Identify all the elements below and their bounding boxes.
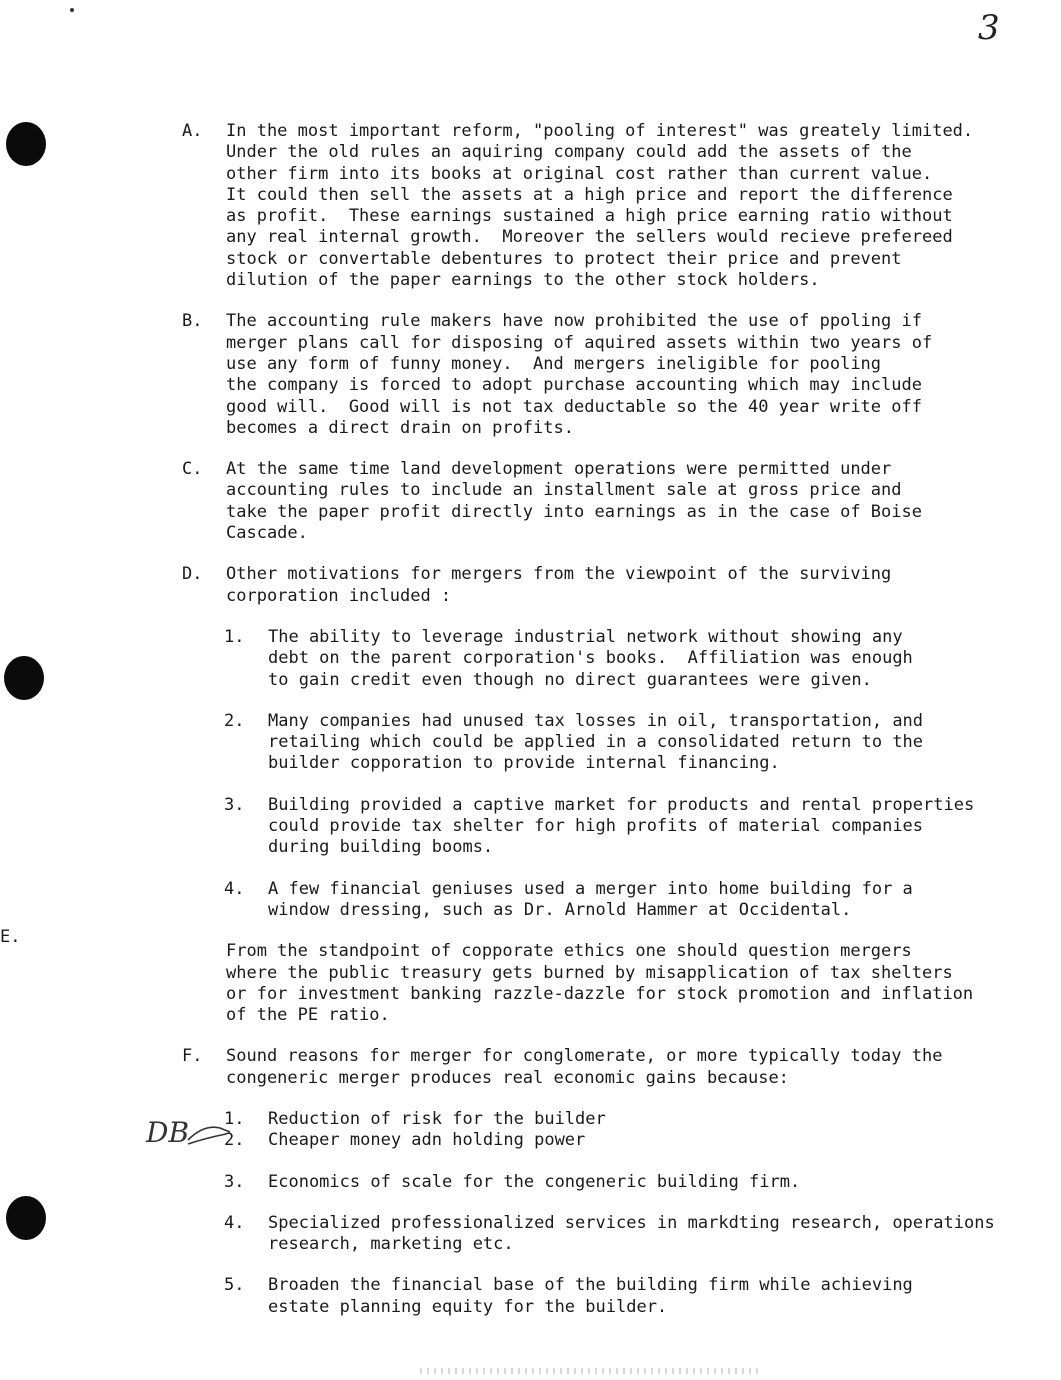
text-line: window dressing, such as Dr. Arnold Hammer at Occidental. [268,899,852,920]
section-f [182,1046,1042,1089]
text-line: take the paper profit directly into earnings as in the case of Boise [226,501,922,522]
section-b [182,311,1042,439]
item-marker: 3. [224,1171,245,1192]
list-item [182,1109,1042,1130]
text-line: merger plans call for disposing of aquired assets within two years of [226,332,933,353]
section-marker: C. [182,459,203,480]
text-line: The ability to leverage industrial network without showing any [268,626,903,647]
list-item [182,1172,1042,1193]
text-line: In the most important reform, "pooling of interest" was greately limited. [226,121,974,141]
text-line: Under the old rules an aquiring company could add the assets of the [226,142,912,163]
text-line: Sound reasons for merger for conglomerate, or more typically today the [226,1046,943,1067]
text-line: of the PE ratio. [226,1005,390,1026]
text-line: where the public treasury gets burned by misapplication of tax shelters [226,962,953,983]
text-line: the company is forced to adopt purchase accounting which may include [226,375,922,396]
punch-hole [4,656,44,700]
text-line: other firm into its books at original cost rather than current value. [226,163,933,184]
scan-speck [70,8,74,12]
section-marker: B. [182,311,203,332]
section-d [182,564,1042,607]
text-line: use any form of funny money. And mergers ineligible for pooling [226,353,882,374]
text-line: any real internal growth. Moreover the sellers would recieve prefereed [226,227,953,248]
text-line: good will. Good will is not tax deductable so the 40 year write off [226,396,922,417]
text-line: during building booms. [268,837,494,858]
list-item [182,711,1042,775]
text-line: Building provided a captive market for products and rental properties [268,794,975,815]
text-line: Cascade. [226,523,308,544]
section-a [182,121,1042,291]
text-line: becomes a direct drain on profits. [226,417,574,438]
text-line: Other motivations for mergers from the viewpoint of the surviving [226,564,892,585]
text-line: research, marketing etc. [268,1234,514,1255]
item-marker: 5. [224,1275,245,1296]
section-marker: A. [182,121,203,141]
text-line: Specialized professionalized services in markdting research, operations [268,1212,995,1233]
list-item [182,1275,1042,1318]
list-item [182,1213,1042,1256]
text-line: Many companies had unused tax losses in oil, transportation, and [268,710,924,731]
text-line: It could then sell the assets at a high price and report the difference [226,184,953,205]
text-line: accounting rules to include an installment sale at gross price and [226,480,902,501]
item-marker: 1. [224,1108,245,1129]
section-marker: D. [182,564,203,585]
text-line: debt on the parent corporation's books. Affiliation was enough [268,648,913,669]
handwritten-initials: DB [146,1116,190,1149]
text-line: or for investment banking razzle-dazzle for stock promotion and inflation [226,983,974,1004]
page-number: 3 [978,8,1000,48]
handwritten-arrow-icon [186,1118,234,1148]
section-marker-e: E. [0,927,21,947]
text-line: to gain credit even though no direct guarantees were given. [268,669,872,690]
item-marker: 4. [224,1212,245,1233]
text-line: Broaden the financial base of the building firm while achieving [268,1275,913,1296]
text-line: dilution of the paper earnings to the other stock holders. [226,270,820,291]
text-line: congeneric merger produces real economic gains because: [226,1067,789,1088]
punch-hole [6,1196,46,1240]
punch-hole [6,122,46,166]
text-line: builder copporation to provide internal financing. [268,753,780,774]
text-line: Cheaper money adn holding power [268,1130,586,1151]
scan-noise [420,1368,760,1374]
text-line: Reduction of risk for the builder [268,1108,606,1129]
document-body [182,121,1042,1338]
item-marker: 2. [224,1130,245,1151]
text-line: stock or convertable debentures to protect their price and prevent [226,248,902,269]
text-line: could provide tax shelter for high profits of material companies [268,816,924,837]
text-line: retailing which could be applied in a consolidated return to the [268,732,924,753]
list-item [182,795,1042,859]
section-c [182,459,1042,544]
item-marker: 3. [224,794,245,815]
text-line: corporation included : [226,585,452,606]
text-line: From the standpoint of copporate ethics one should question mergers [226,941,912,962]
text-line: estate planning equity for the builder. [268,1296,668,1317]
text-line: A few financial geniuses used a merger into home building for a [268,878,913,899]
text-line: as profit. These earnings sustained a high price earning ratio without [226,206,953,227]
item-marker: 4. [224,878,245,899]
section-marker: F. [182,1046,203,1067]
text-line: The accounting rule makers have now prohibited the use of ppoling if [226,311,922,332]
list-item [182,1130,1042,1151]
list-item [182,627,1042,691]
list-item [182,879,1042,922]
item-marker: 2. [224,710,245,731]
section-e [182,941,1042,1026]
text-line: Economics of scale for the congeneric building firm. [268,1171,801,1192]
text-line: At the same time land development operations were permitted under [226,459,892,480]
item-marker: 1. [224,626,245,647]
